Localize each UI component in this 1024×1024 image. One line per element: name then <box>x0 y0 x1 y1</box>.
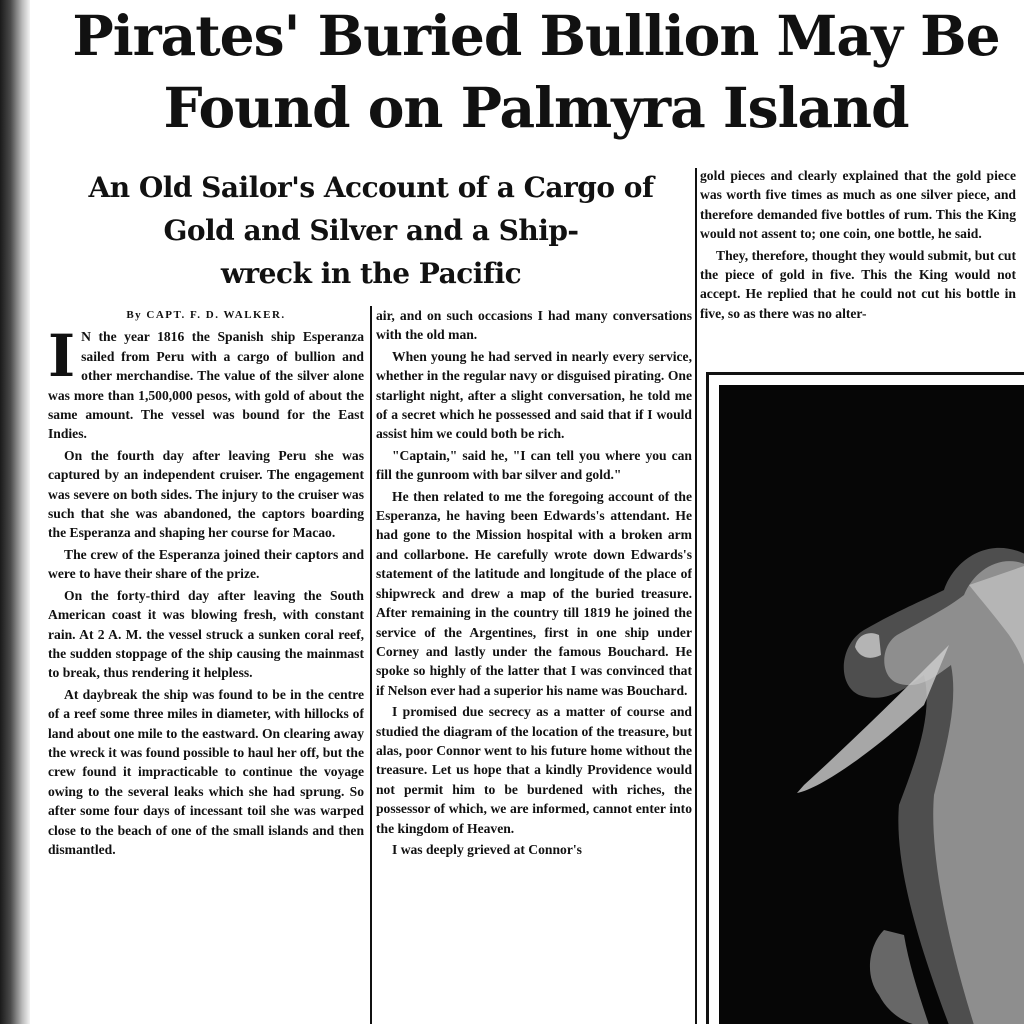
article-paragraph: On the forty-third day after leaving the South American coast it was blowing fresh, with constant rain. At 2 A. M. the vessel struck a sunken coral reef, the sudden stoppage of the ship causing the mainmast to break, thus rendering it helpless. <box>48 587 364 681</box>
subheadline <box>46 166 696 295</box>
byline: By CAPT. F. D. WALKER. <box>126 309 286 321</box>
pirate-figure-image <box>719 385 1024 1024</box>
article-paragraph: He then related to me the foregoing account of the Esperanza, he having been Edwards's attendant. He had gone to the Mission hospital with a broken arm and collarbone. He carefully wrote down Edwards's statement of the latitude and longitude of the place of shipwreck and drew a map of the buried treasure. After remaining in the country till 1819 he joined the service of the Argentines, first in one ship under Corney and lastly under the famous Bouchard. He spoke so highly of the latter that I was convinced that if Nelson ever had a superior his name was Bouchard. <box>376 488 692 698</box>
article-paragraph: When young he had served in nearly every service, whether in the regular navy or disguised pirating. One starlight night, after a slight conversation, he told me of a secret which he possessed and said that if I would assist him we could both be rich. <box>376 348 692 442</box>
headline <box>48 0 1024 160</box>
subheadline-line-1: An Old Sailor's Account of a Cargo of <box>88 171 654 204</box>
article-paragraph: "Captain," said he, "I can tell you where you can fill the gunroom with bar silver and gold." <box>376 447 692 483</box>
article-column-3 <box>700 166 1016 348</box>
article-paragraph: On the fourth day after leaving Peru she was captured by an independent cruiser. The engagement was severe on both sides. The injury to the cruiser was such that she was abandoned, the captors boarding the Esperanza and shaping her course for Macao. <box>48 447 364 541</box>
paragraph-text: N the year 1816 the Spanish ship Esperanza sailed from Peru with a cargo of bullion and other merchandise. The value of the silver alone was more than 1,500,000 pesos, with gold of about the same amount. The vessel was bound for the East Indies. <box>48 329 364 442</box>
article-column-2 <box>376 306 692 1024</box>
article-paragraph: air, and on such occasions I had many conversations with the old man. <box>376 308 692 343</box>
article-paragraph: At daybreak the ship was found to be in the centre of a reef some three miles in diameter, with hillocks of land about one mile to the eastward. On clearing away the wreck it was found possible to haul her off, but the crew found it impracticable to continue the voyage owing to the several leaks which she had sprung. So after some four days of incessant toil she was warped close to the beach of one of the small islands and then dismantled. <box>48 686 364 857</box>
headline-line-1: Pirates' Buried Bullion May Be <box>72 3 1000 68</box>
pirate-photo <box>719 385 1024 1024</box>
article-paragraph: gold pieces and clearly explained that the gold piece was worth five times as much as one silver piece, and therefore demanded five bottles of rum. This the King would not assent to; one coin, one bottle, he said. <box>700 168 1016 242</box>
subheadline-line-2: Gold and Silver and a Ship- <box>163 214 579 247</box>
photo-frame <box>706 372 1024 1024</box>
subheadline-line-3: wreck in the Pacific <box>220 257 522 290</box>
article-paragraph: The crew of the Esperanza joined their captors and were to have their share of the prize. <box>48 546 364 582</box>
column-rule-2 <box>695 168 697 1024</box>
page-edge-shadow <box>0 0 30 1024</box>
headline-line-2: Found on Palmyra Island <box>163 75 909 140</box>
article-paragraph: They, therefore, thought they would submit, but cut the piece of gold in five. This the King would not accept. He replied that he could not cut his bottle in five, so as there was no alter- <box>700 247 1016 321</box>
drop-cap: I <box>48 322 76 391</box>
article-column-1 <box>48 306 364 1024</box>
column-rule-1 <box>370 306 372 1024</box>
article-paragraph <box>48 322 364 443</box>
article-paragraph: I was deeply grieved at Connor's <box>392 841 582 857</box>
article-paragraph: I promised due secrecy as a matter of course and studied the diagram of the location of the treasure, but alas, poor Connor went to his future home without the treasure. Let us hope that a kindly Providence would not permit him to be burdened with riches, the possessor of which, we are informed, cannot enter into the kingdom of Heaven. <box>376 704 692 836</box>
